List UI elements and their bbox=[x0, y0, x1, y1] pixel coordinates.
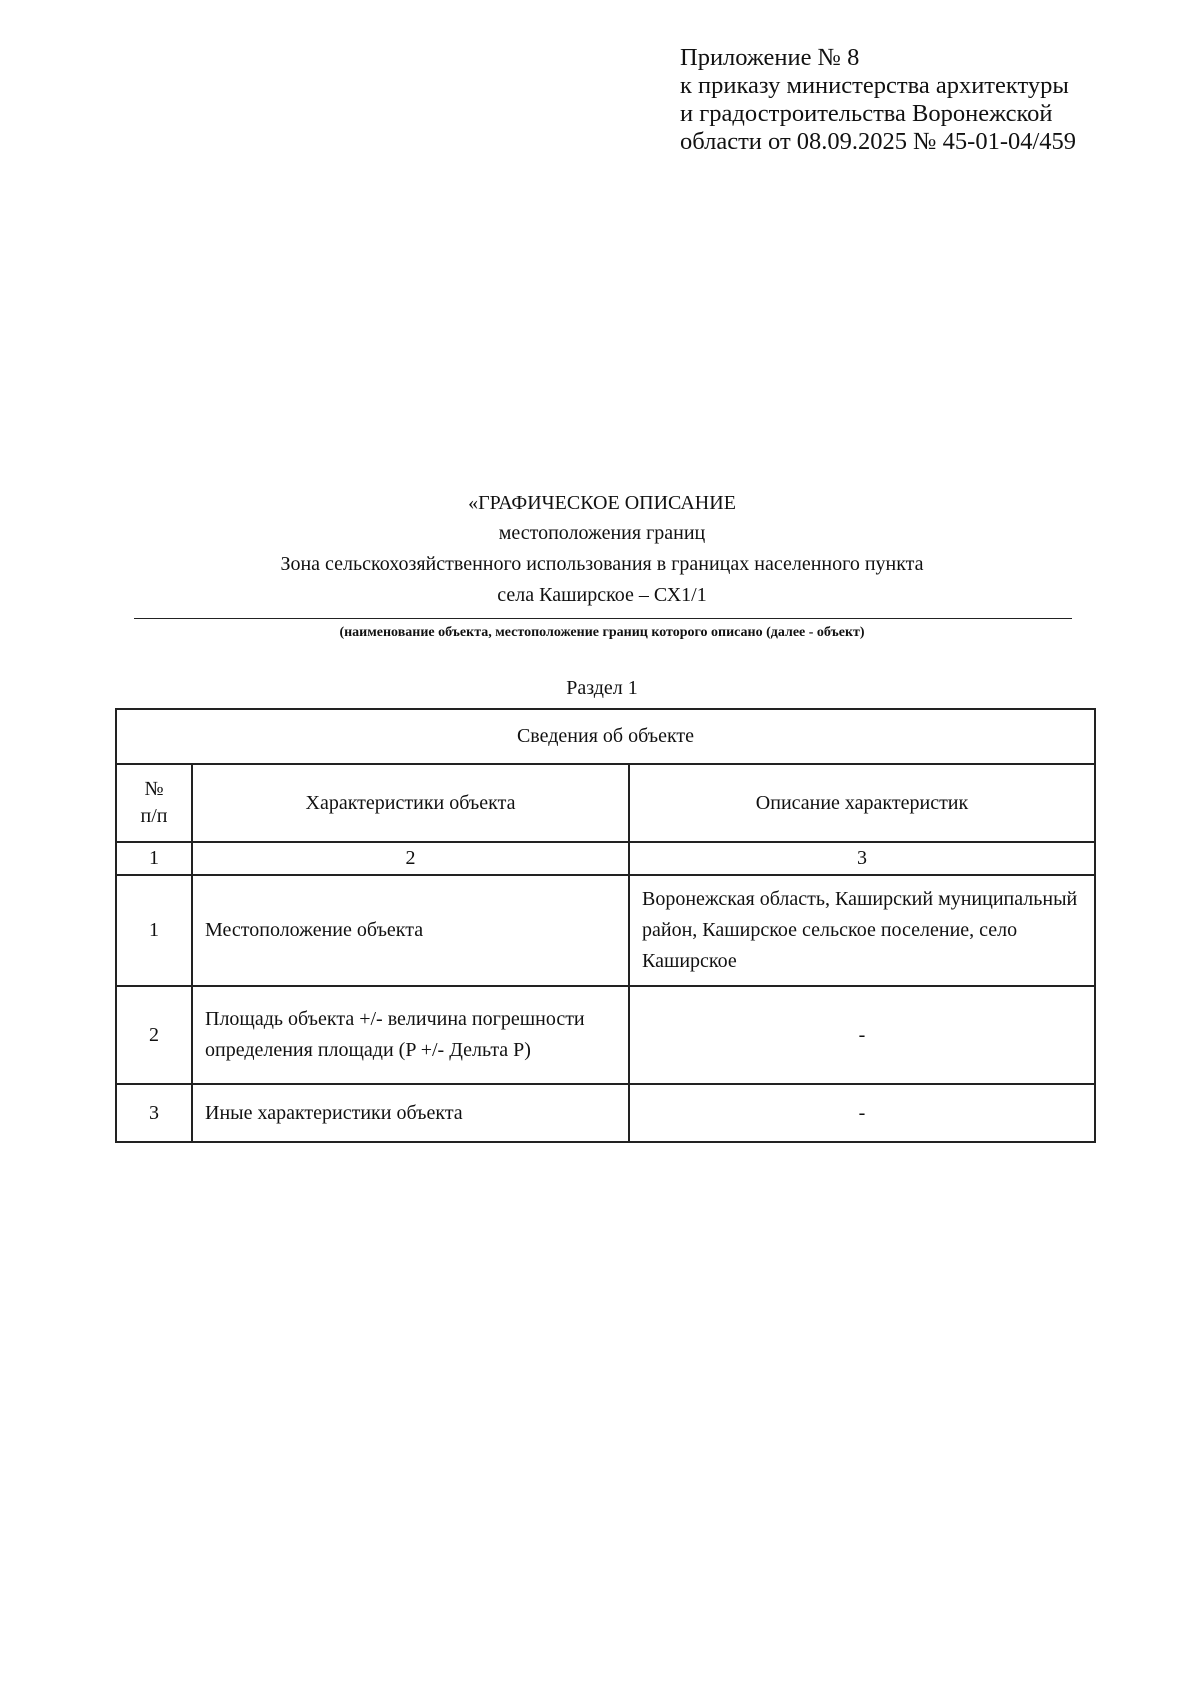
section-label: Раздел 1 bbox=[566, 677, 638, 699]
header-num-symbol: № bbox=[144, 778, 164, 800]
title-main: «ГРАФИЧЕСКОЕ ОПИСАНИЕ bbox=[468, 492, 736, 514]
table-row bbox=[116, 986, 1095, 1084]
appendix-line: Приложение № 8 bbox=[680, 44, 860, 71]
appendix-line: к приказу министерства архитектуры bbox=[680, 72, 1069, 99]
row-number: 1 bbox=[116, 875, 192, 986]
table-index-row bbox=[116, 842, 1095, 875]
appendix-line: области от 08.09.2025 № 45-01-04/459 bbox=[680, 128, 1077, 155]
index-cell: 2 bbox=[192, 842, 629, 875]
header-num bbox=[116, 764, 192, 842]
row-characteristic: Площадь объекта +/- величина погрешности определения площади (P +/- Дельта P) bbox=[192, 986, 629, 1084]
table-title-row bbox=[116, 709, 1095, 764]
appendix-reference bbox=[680, 44, 1076, 156]
appendix-line: и градостроительства Воронежской bbox=[680, 100, 1053, 127]
title-object-location: села Каширское – СХ1/1 bbox=[497, 584, 707, 606]
row-description: - bbox=[629, 1084, 1095, 1142]
table-row bbox=[116, 1084, 1095, 1142]
document-title bbox=[116, 488, 1088, 611]
row-number: 3 bbox=[116, 1084, 192, 1142]
table-header-row bbox=[116, 764, 1095, 842]
table-title: Сведения об объекте bbox=[116, 709, 1095, 764]
row-characteristic: Иные характеристики объекта bbox=[192, 1084, 629, 1142]
table-row bbox=[116, 875, 1095, 986]
row-characteristic: Местоположение объекта bbox=[192, 875, 629, 986]
title-object-name: Зона сельскохозяйственного использования в границах населенного пункта bbox=[280, 553, 924, 575]
row-number: 2 bbox=[116, 986, 192, 1084]
header-description: Описание характеристик bbox=[629, 764, 1095, 842]
object-info-table bbox=[115, 708, 1096, 1143]
title-underline bbox=[134, 618, 1072, 619]
header-characteristics: Характеристики объекта bbox=[192, 764, 629, 842]
row-description: Воронежская область, Каширский муниципальный район, Каширское сельское поселение, село Каширское bbox=[629, 875, 1095, 986]
header-num-abbr: п/п bbox=[140, 805, 168, 827]
title-caption: (наименование объекта, местоположение границ которого описано (далее - объект) bbox=[339, 625, 865, 640]
index-cell: 3 bbox=[629, 842, 1095, 875]
index-cell: 1 bbox=[116, 842, 192, 875]
title-subtitle: местоположения границ bbox=[498, 522, 706, 544]
row-description: - bbox=[629, 986, 1095, 1084]
